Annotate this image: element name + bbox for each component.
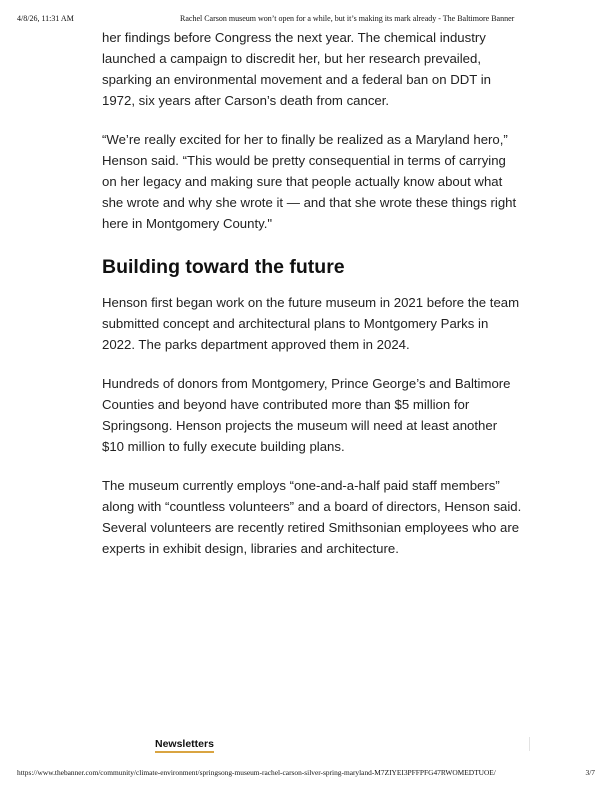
article-paragraph: The museum currently employs “one-and-a-half paid staff members” along with “countless volunteers” and a board of directors, Henson said. Several volunteers are recently retired Smithsonian employees who are experts in exhibit design, libraries and architecture. (102, 478, 522, 556)
print-page-title: Rachel Carson museum won’t open for a while, but it’s making its mark already - The Baltimore Banner (180, 14, 515, 23)
newsletters-link[interactable]: Newsletters (155, 738, 214, 753)
nav-divider (529, 737, 530, 751)
print-url: https://www.thebanner.com/community/climate-environment/springsong-museum-rachel-carson-silver-spring-maryland-M7ZIYEI3PFFPFG47RWOMEDTUOE/ (17, 768, 496, 777)
article-body (102, 27, 522, 559)
section-heading: Building toward the future (102, 256, 345, 278)
article-paragraph: her findings before Congress the next year. The chemical industry launched a campaign to discredit her, but her research prevailed, sparking an environmental movement and a federal ban on DDT in 1972, six years after Carson’s death from cancer. (102, 30, 492, 108)
article-paragraph: Henson first began work on the future museum in 2021 before the team submitted concept and architectural plans to Montgomery Parks in 2022. The parks department approved them in 2024. (102, 295, 520, 352)
print-page-number: 3/7 (585, 768, 595, 777)
print-header (17, 14, 595, 26)
print-footer (17, 768, 595, 780)
article-paragraph: Hundreds of donors from Montgomery, Prince George’s and Baltimore Counties and beyond have contributed more than $5 million for Springsong. Henson projects the museum will need at least another $10 million to fully execute building plans. (102, 376, 511, 454)
print-datetime: 4/8/26, 11:31 AM (17, 14, 74, 23)
article-paragraph: “We’re really excited for her to finally be realized as a Maryland hero,” Henson said. “This would be pretty consequential in terms of carrying on her legacy and making sure that people actually know about what she wrote and why she wrote it — and that she wrote these things right here in Montgomery County." (102, 132, 517, 231)
